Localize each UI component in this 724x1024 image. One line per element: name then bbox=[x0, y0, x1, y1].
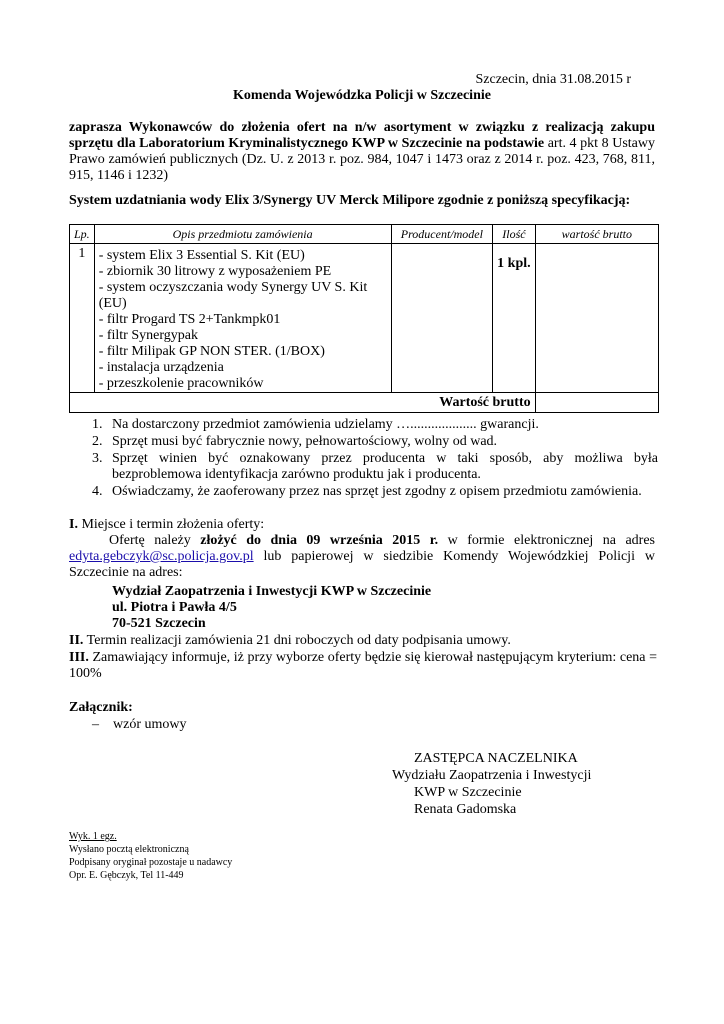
cell-value bbox=[535, 244, 658, 393]
section-1-text-a: Ofertę należy bbox=[109, 533, 201, 548]
list-item: - instalacja urządzenia bbox=[98, 360, 224, 375]
section-1-heading bbox=[69, 517, 655, 533]
cell-quantity: 1 kpl. bbox=[493, 244, 535, 393]
list-item: - system oczyszczania wody Synergy UV S. Kit (EU) bbox=[98, 280, 368, 311]
list-item: - przeszkolenie pracowników bbox=[98, 376, 264, 391]
cell-producer bbox=[391, 244, 493, 393]
condition-text: Sprzęt winien być oznakowany przez producenta w taki sposób, aby możliwa była bezproblemowa identyfikacja zarówno produktu jak i producenta. bbox=[112, 451, 658, 482]
intro-paragraph bbox=[69, 120, 655, 184]
intro-normal: art. 4 pkt 8 Ustawy Prawo zamówień publicznych (Dz. U. z 2013 r. poz. 984, 1047 i 1473 oraz z 2014 r. poz. 423, 768, 811, 915, 1146 i 1232) bbox=[69, 136, 655, 183]
list-item: - system Elix 3 Essential S. Kit (EU) bbox=[98, 248, 305, 263]
signature-line-3: KWP w Szczecinie bbox=[414, 785, 522, 800]
header-value: wartość brutto bbox=[535, 225, 658, 244]
list-item: - zbiornik 30 litrowy z wyposażeniem PE bbox=[98, 264, 332, 279]
attachment-item bbox=[92, 717, 392, 733]
footer-line-4: Opr. E. Gębczyk, Tel 11-449 bbox=[69, 870, 184, 881]
list-item: - filtr Milipak GP NON STER. (1/BOX) bbox=[98, 344, 325, 359]
attachment-title: Załącznik: bbox=[69, 700, 133, 715]
section-3 bbox=[69, 650, 657, 682]
organization-title: Komenda Wojewódzka Policji w Szczecinie bbox=[233, 88, 491, 103]
attachment-text: wzór umowy bbox=[113, 717, 187, 732]
conditions-list bbox=[92, 417, 658, 501]
condition-number: 3. bbox=[92, 451, 103, 466]
section-3-text: Zamawiający informuje, iż przy wyborze oferty będzie się kierował następującym kryterium: cena = 100% bbox=[69, 650, 657, 681]
address-line-3: 70-521 Szczecin bbox=[112, 616, 206, 631]
email-link[interactable]: edyta.gebczyk@sc.policja.gov.pl bbox=[69, 549, 254, 564]
item-list bbox=[99, 248, 387, 392]
condition-item bbox=[92, 451, 658, 483]
total-label: Wartość brutto bbox=[70, 393, 536, 413]
header-quantity: Ilość bbox=[493, 225, 535, 244]
footer-notes bbox=[69, 830, 369, 882]
signature-line-2: Wydziału Zaopatrzenia i Inwestycji bbox=[392, 768, 592, 783]
section-3-number: III. bbox=[69, 650, 89, 665]
cell-description bbox=[94, 244, 391, 393]
section-1-text-b: w formie elektronicznej na adres bbox=[438, 533, 655, 548]
header-producer: Producent/model bbox=[391, 225, 493, 244]
condition-text: Sprzęt musi być fabrycznie nowy, pełnowartościowy, wolny od wad. bbox=[112, 434, 498, 449]
total-value bbox=[535, 393, 658, 413]
cell-lp: 1 bbox=[70, 244, 95, 393]
header-description: Opis przedmiotu zamówienia bbox=[94, 225, 391, 244]
condition-item bbox=[92, 484, 658, 500]
place-date: Szczecin, dnia 31.08.2015 r bbox=[475, 72, 631, 87]
section-2-text: Termin realizacji zamówienia 21 dni roboczych od daty podpisania umowy. bbox=[83, 633, 511, 648]
signature-line-1: ZASTĘPCA NACZELNIKA bbox=[414, 751, 578, 766]
condition-item bbox=[92, 417, 658, 433]
intro-bold: zaprasza Wykonawców do złożenia ofert na n/w asortyment w związku z realizacją zakupu sprzętu dla Laboratorium Kryminalistycznego KWP w Szczecinie na podstawie bbox=[69, 120, 655, 151]
section-2-number: II. bbox=[69, 633, 84, 648]
attachment-dash: – bbox=[92, 717, 99, 732]
condition-text: Oświadczamy, że zaoferowany przez nas sprzęt jest zgodny z opisem przedmiotu zamówienia. bbox=[112, 484, 642, 499]
condition-number: 2. bbox=[92, 434, 103, 449]
section-1-text-c: lub papierowej w siedzibie Komendy Wojewódzkiej Policji w Szczecinie na adres: bbox=[69, 549, 655, 580]
footer-line-1: Wyk. 1 egz. bbox=[69, 831, 117, 842]
section-1-title: Miejsce i termin złożenia oferty: bbox=[77, 517, 265, 532]
condition-number: 4. bbox=[92, 484, 103, 499]
table-row bbox=[70, 244, 659, 393]
table-total-row bbox=[70, 393, 659, 413]
footer-line-3: Podpisany oryginał pozostaje u nadawcy bbox=[69, 857, 233, 868]
specification-table bbox=[69, 224, 659, 413]
table-header-row bbox=[70, 225, 659, 244]
header-lp: Lp. bbox=[70, 225, 95, 244]
signature-line-4: Renata Gadomska bbox=[414, 802, 517, 817]
section-1-paragraph bbox=[69, 533, 655, 581]
condition-number: 1. bbox=[92, 417, 103, 432]
condition-text: Na dostarczony przedmiot zamówienia udzielamy …................... gwarancji. bbox=[112, 417, 539, 432]
deadline-date: złożyć do dnia 09 września 2015 r. bbox=[200, 533, 439, 548]
condition-item bbox=[92, 434, 658, 450]
system-title: System uzdatniania wody Elix 3/Synergy UV Merck Milipore zgodnie z poniższą specyfikacją: bbox=[69, 193, 631, 208]
address-line-1: Wydział Zaopatrzenia i Inwestycji KWP w Szczecinie bbox=[112, 584, 432, 599]
footer-line-2: Wysłano pocztą elektroniczną bbox=[69, 844, 189, 855]
address-line-2: ul. Piotra i Pawła 4/5 bbox=[112, 600, 237, 615]
list-item: - filtr Progard TS 2+Tankmpk01 bbox=[98, 312, 281, 327]
section-2 bbox=[69, 633, 659, 649]
list-item: - filtr Synergypak bbox=[98, 328, 198, 343]
section-1-number: I. bbox=[69, 517, 78, 532]
